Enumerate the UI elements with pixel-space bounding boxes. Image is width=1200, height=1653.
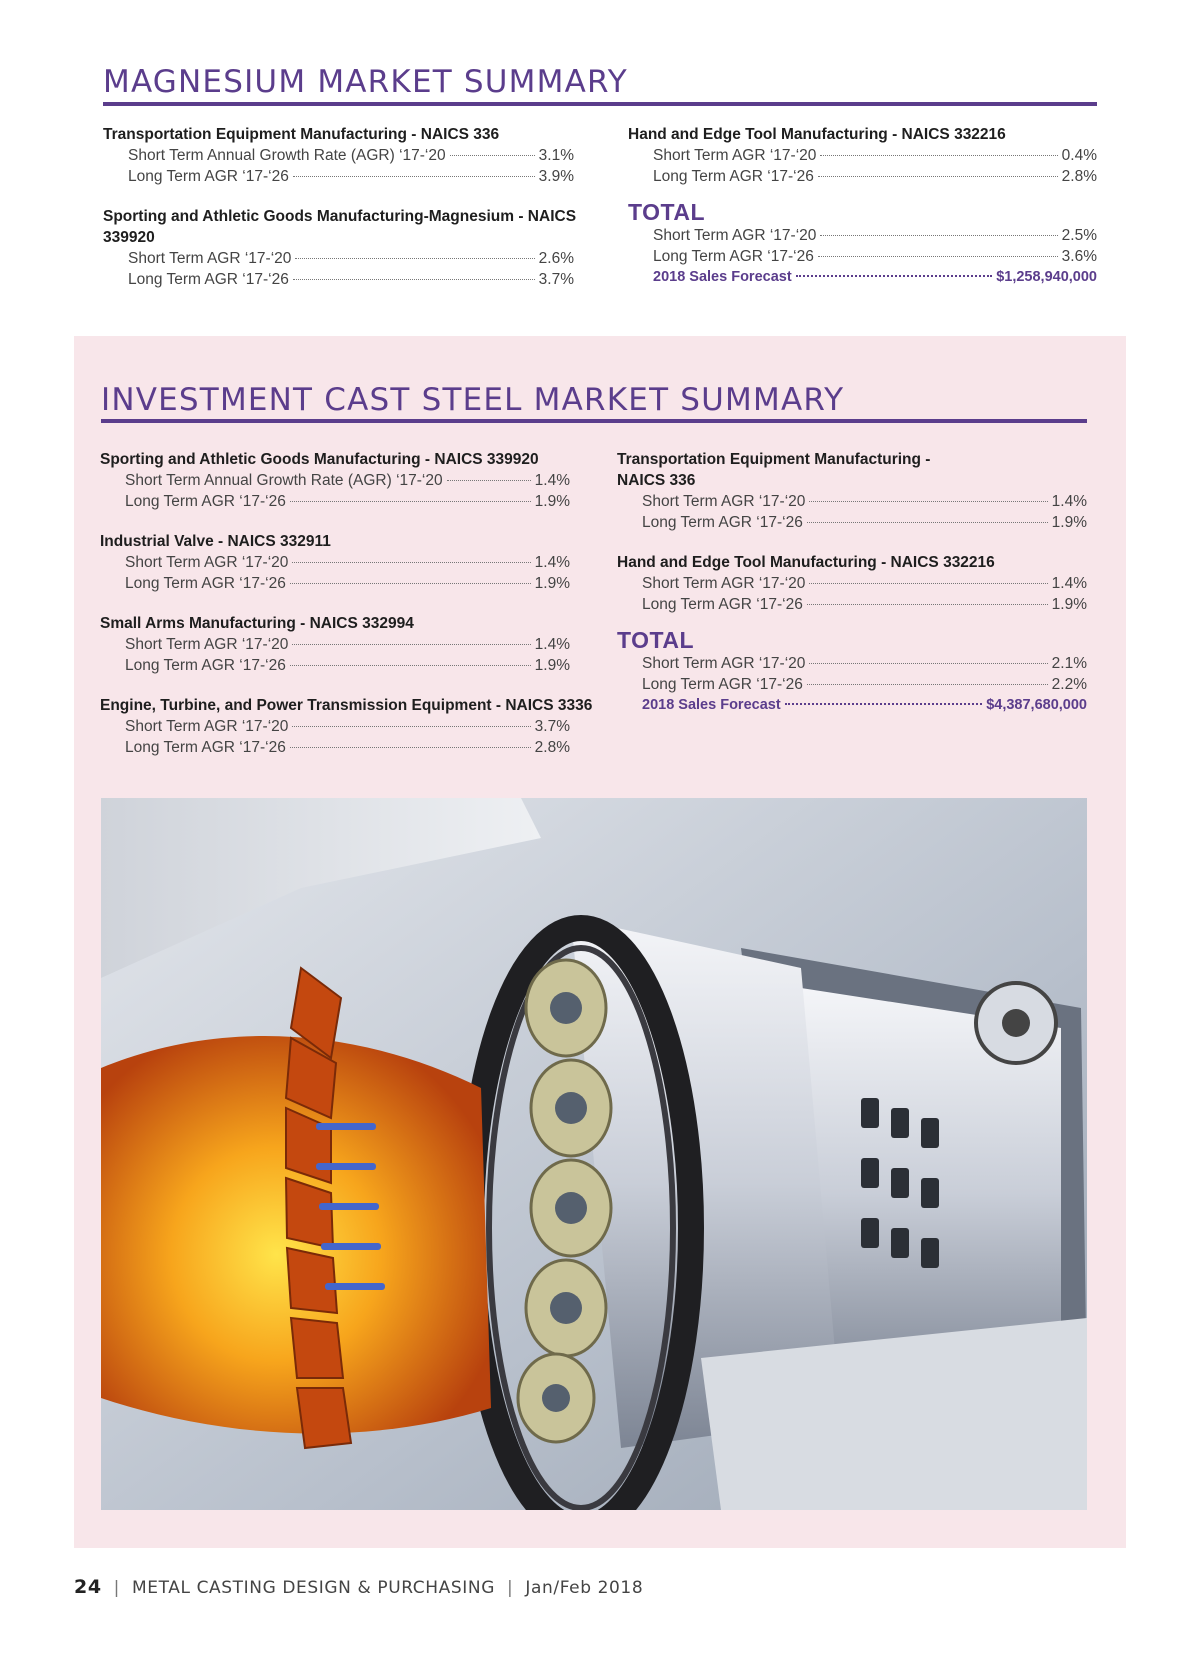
dot-leader [293, 279, 535, 280]
short-term-row [103, 145, 574, 166]
row-label: Short Term AGR ‘17-‘20 [128, 250, 292, 267]
dot-leader [807, 684, 1048, 685]
footer-separator: | [113, 1578, 120, 1598]
issue-date: Jan/Feb 2018 [525, 1578, 644, 1598]
total-short-term-row [617, 653, 1087, 674]
jet-engine-illustration [101, 798, 1087, 1510]
dot-leader [290, 583, 531, 584]
magnesium-transportation-group [103, 124, 574, 187]
total-heading: TOTAL [617, 627, 695, 653]
short-term-row [103, 248, 574, 269]
row-label: Short Term AGR ‘17-‘20 [642, 655, 806, 672]
row-label: Short Term AGR ‘17-‘20 [653, 147, 817, 164]
long-term-row [100, 737, 570, 758]
dot-leader [820, 235, 1057, 236]
dot-leader [796, 275, 993, 277]
long-term-row [100, 573, 570, 594]
row-label: Short Term Annual Growth Rate (AGR) ‘17-‘20 [125, 472, 443, 489]
total-heading: TOTAL [628, 199, 706, 225]
group-heading: Hand and Edge Tool Manufacturing - NAICS 332216 [628, 126, 1006, 143]
forecast-label: 2018 Sales Forecast [642, 697, 781, 713]
dot-leader [293, 176, 535, 177]
row-label: Short Term AGR ‘17-‘20 [125, 636, 289, 653]
row-label: Short Term AGR ‘17-‘20 [642, 575, 806, 592]
magnesium-hand-tool-group [628, 124, 1097, 187]
steel-transportation-group [617, 449, 1087, 533]
row-value: 1.9% [1051, 514, 1087, 531]
dot-leader [447, 480, 531, 481]
dot-leader [292, 644, 530, 645]
steel-small-arms-group [100, 613, 570, 676]
forecast-value: $1,258,940,000 [996, 269, 1097, 285]
row-label: Short Term AGR ‘17-‘20 [642, 493, 806, 510]
steel-sporting-group [100, 449, 570, 512]
footer-separator: | [507, 1578, 514, 1598]
row-label: Long Term AGR ‘17-‘26 [125, 493, 286, 510]
row-label: Long Term AGR ‘17-‘26 [653, 248, 814, 265]
row-value: 1.9% [534, 493, 570, 510]
dot-leader [807, 604, 1048, 605]
dot-leader [290, 747, 531, 748]
row-value: 0.4% [1061, 147, 1097, 164]
short-term-row [617, 573, 1087, 594]
page-number: 24 [74, 1576, 102, 1598]
dot-leader [809, 583, 1047, 584]
short-term-row [100, 634, 570, 655]
steel-left-column [100, 449, 593, 758]
total-short-term-row [628, 225, 1097, 246]
page-footer [74, 1576, 643, 1598]
row-value: 2.8% [534, 739, 570, 756]
steel-total-group [617, 627, 1087, 716]
magnesium-sporting-group [103, 206, 577, 290]
sales-forecast-row [617, 695, 1087, 716]
group-heading: Transportation Equipment Manufacturing - NAICS 336 [103, 126, 500, 143]
long-term-row [100, 491, 570, 512]
group-heading: Sporting and Athletic Goods Manufacturing-Magnesium - NAICS [103, 208, 577, 225]
long-term-row [103, 166, 574, 187]
jet-engine-photo [101, 798, 1087, 1510]
row-label: Short Term AGR ‘17-‘20 [125, 554, 289, 571]
row-value: 1.4% [1051, 493, 1087, 510]
group-heading-line2: NAICS 336 [617, 472, 696, 489]
dot-leader [820, 155, 1057, 156]
row-value: 1.9% [1051, 596, 1087, 613]
group-heading: Sporting and Athletic Goods Manufacturing - NAICS 339920 [100, 451, 539, 468]
steel-industrial-valve-group [100, 531, 570, 594]
dot-leader [818, 256, 1058, 257]
dot-leader [818, 176, 1058, 177]
dot-leader [290, 501, 531, 502]
row-label: Short Term AGR ‘17-‘20 [125, 718, 289, 735]
row-label: Long Term AGR ‘17-‘26 [128, 271, 289, 288]
long-term-row [100, 655, 570, 676]
row-value: 1.4% [534, 472, 570, 489]
steel-right-column [617, 449, 1087, 716]
row-label: Short Term Annual Growth Rate (AGR) ‘17-‘20 [128, 147, 446, 164]
group-heading: Engine, Turbine, and Power Transmission Equipment - NAICS 3336 [100, 697, 593, 714]
steel-section-title: INVESTMENT CAST STEEL MARKET SUMMARY [101, 382, 845, 418]
long-term-row [617, 594, 1087, 615]
group-heading: Transportation Equipment Manufacturing - [617, 451, 931, 468]
magnesium-left-column [103, 124, 577, 290]
row-value: 1.9% [534, 575, 570, 592]
long-term-row [628, 166, 1097, 187]
row-value: 1.9% [534, 657, 570, 674]
dot-leader [807, 522, 1048, 523]
forecast-label: 2018 Sales Forecast [653, 269, 792, 285]
row-label: Long Term AGR ‘17-‘26 [125, 657, 286, 674]
row-label: Long Term AGR ‘17-‘26 [642, 514, 803, 531]
dot-leader [295, 258, 534, 259]
long-term-row [103, 269, 574, 290]
group-heading: Industrial Valve - NAICS 332911 [100, 533, 331, 550]
steel-engine-turbine-group [100, 695, 593, 758]
short-term-row [628, 145, 1097, 166]
row-label: Long Term AGR ‘17-‘26 [642, 596, 803, 613]
total-long-term-row [628, 246, 1097, 267]
publication-name: METAL CASTING DESIGN & PURCHASING [132, 1578, 495, 1598]
row-label: Long Term AGR ‘17-‘26 [128, 168, 289, 185]
row-label: Long Term AGR ‘17-‘26 [642, 676, 803, 693]
dot-leader [292, 726, 530, 727]
row-value: 3.9% [538, 168, 574, 185]
row-value: 3.7% [534, 718, 570, 735]
magnesium-section-title: MAGNESIUM MARKET SUMMARY [103, 64, 628, 100]
row-value: 3.6% [1061, 248, 1097, 265]
row-value: 2.5% [1061, 227, 1097, 244]
sales-forecast-row [628, 267, 1097, 288]
row-value: 1.4% [534, 554, 570, 571]
group-heading-line2: 339920 [103, 229, 155, 246]
row-value: 3.7% [538, 271, 574, 288]
row-value: 3.1% [538, 147, 574, 164]
short-term-row [617, 491, 1087, 512]
group-heading: Hand and Edge Tool Manufacturing - NAICS 332216 [617, 554, 995, 571]
magnesium-total-group [628, 199, 1097, 288]
short-term-row [100, 552, 570, 573]
row-value: 1.4% [534, 636, 570, 653]
short-term-row [100, 470, 570, 491]
dot-leader [809, 663, 1047, 664]
total-long-term-row [617, 674, 1087, 695]
row-label: Long Term AGR ‘17-‘26 [653, 168, 814, 185]
row-label: Long Term AGR ‘17-‘26 [125, 739, 286, 756]
steel-title-rule [101, 419, 1087, 423]
dot-leader [809, 501, 1047, 502]
group-heading: Small Arms Manufacturing - NAICS 332994 [100, 615, 414, 632]
long-term-row [617, 512, 1087, 533]
dot-leader [450, 155, 535, 156]
row-label: Short Term AGR ‘17-‘20 [653, 227, 817, 244]
dot-leader [292, 562, 530, 563]
dot-leader [785, 703, 983, 705]
short-term-row [100, 716, 570, 737]
row-value: 1.4% [1051, 575, 1087, 592]
magnesium-title-rule [103, 102, 1097, 106]
magnesium-right-column [628, 124, 1097, 288]
steel-hand-tool-group [617, 552, 1087, 615]
dot-leader [290, 665, 531, 666]
row-label: Long Term AGR ‘17-‘26 [125, 575, 286, 592]
row-value: 2.6% [538, 250, 574, 267]
row-value: 2.8% [1061, 168, 1097, 185]
row-value: 2.1% [1051, 655, 1087, 672]
row-value: 2.2% [1051, 676, 1087, 693]
forecast-value: $4,387,680,000 [986, 697, 1087, 713]
